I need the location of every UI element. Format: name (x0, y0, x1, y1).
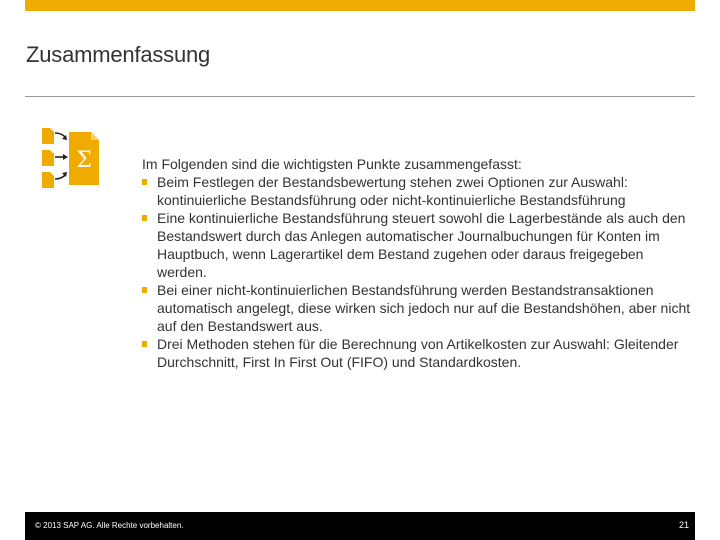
summary-documents-sum-icon (36, 127, 106, 191)
bullet-text: Bei einer nicht-kontinuierlichen Bestandsführung werden Bestandstransaktionen automatisch angelegt, diese wirken sich jedoch nur auf die Bestandshöhen, aber nicht auf den Bestandswert aus. (157, 282, 691, 334)
svg-text:Σ: Σ (76, 148, 92, 173)
copyright-text: © 2013 SAP AG. Alle Rechte vorbehalten. (35, 521, 184, 530)
bullet-item (142, 173, 694, 209)
slide-title: Zusammenfassung (26, 42, 211, 67)
summary-content (142, 155, 694, 371)
bullet-item (142, 281, 694, 335)
bullet-text: Drei Methoden stehen für die Berechnung von Artikelkosten zur Auswahl: Gleitender Durchschnitt, First In First Out (FIFO) und Standardkosten. (157, 336, 679, 370)
intro-text: Im Folgenden sind die wichtigsten Punkte zusammengefasst: (142, 156, 522, 172)
bullet-item (142, 209, 694, 281)
page-number: 21 (678, 520, 689, 530)
bullet-text: Beim Festlegen der Bestandsbewertung stehen zwei Optionen zur Auswahl: kontinuierliche Bestandsführung oder nicht-kontinuierliche Bestandsführung (157, 174, 628, 208)
bullet-marker (142, 215, 147, 221)
bullet-marker (142, 179, 147, 185)
bullet-text: Eine kontinuierliche Bestandsführung steuert sowohl die Lagerbestände als auch den Bestandswert durch das Anlegen automatischer Journalbuchungen für Konten im Hauptbuch, wenn Lagerartikel dem Bestand zugehen oder daraus freigegeben werden. (157, 210, 686, 280)
bullet-marker (142, 341, 147, 347)
top-accent-bar (25, 0, 695, 11)
title-divider (25, 96, 695, 97)
bullet-item (142, 335, 694, 371)
bullet-marker (142, 287, 147, 293)
footer-bar (25, 512, 695, 540)
bullet-list (142, 173, 694, 371)
